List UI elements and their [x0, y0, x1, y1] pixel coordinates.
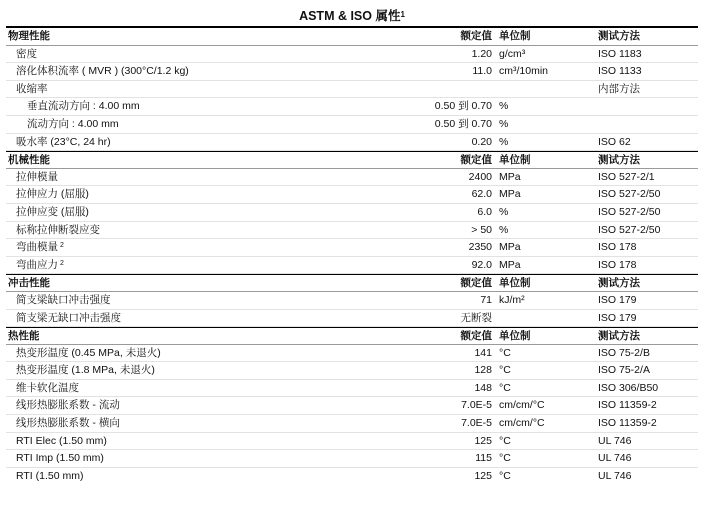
property-unit [499, 345, 511, 363]
property-unit [499, 450, 511, 468]
property-name [16, 415, 120, 433]
property-value [480, 292, 492, 310]
property-value-text: 141 [474, 346, 492, 359]
property-value-text: 62.0 [471, 188, 492, 201]
column-header-method-text: 测试方法 [598, 277, 640, 290]
property-value [474, 433, 492, 451]
property-name-text: 吸水率 (23°C, 24 hr) [16, 135, 111, 148]
table-row [6, 81, 698, 99]
property-unit-text: °C [499, 452, 511, 465]
test-method [598, 204, 660, 222]
property-unit-text: kJ/m² [499, 293, 525, 306]
column-header-unit [499, 28, 531, 46]
property-value [472, 63, 492, 81]
property-unit [499, 63, 548, 81]
property-name-text: 弯曲模量 [16, 241, 58, 254]
property-unit [499, 98, 508, 116]
property-unit-text: MPa [499, 188, 521, 201]
property-value [474, 345, 492, 363]
property-name [16, 186, 89, 204]
test-method-text: UL 746 [598, 469, 632, 482]
property-value-text: 2400 [468, 170, 492, 183]
table-row [6, 186, 698, 204]
test-method-text: ISO 1183 [598, 47, 642, 60]
test-method [598, 81, 640, 99]
property-name [16, 292, 111, 310]
table-row [6, 292, 698, 310]
property-value [474, 362, 492, 380]
property-value-text: 2350 [468, 241, 492, 254]
column-header-method-text: 测试方法 [598, 154, 640, 167]
table-row [6, 169, 698, 187]
property-value-text: 0.50 到 0.70 [434, 117, 492, 130]
property-name [16, 257, 64, 275]
table-row [6, 222, 698, 240]
property-unit-text: °C [499, 434, 511, 447]
section-header [6, 151, 698, 169]
table-body [6, 28, 698, 485]
title-footnote-marker: 1 [400, 10, 405, 19]
column-header-unit [499, 328, 531, 346]
table-row [6, 204, 698, 222]
property-name-text: 热变形温度 (0.45 MPa, 未退火) [16, 346, 161, 359]
property-name [27, 116, 119, 134]
property-value [435, 116, 492, 134]
property-name-text: 简支梁无缺口冲击强度 [16, 311, 121, 324]
section-header [6, 327, 698, 345]
property-name [16, 450, 104, 468]
property-value [461, 415, 492, 433]
table-row [6, 345, 698, 363]
test-method-text: ISO 179 [598, 293, 637, 306]
property-unit-text: % [499, 100, 509, 113]
property-name-text: 垂直流动方向 : 4.00 mm [27, 100, 140, 113]
property-unit-text: MPa [499, 170, 521, 183]
property-unit [499, 397, 545, 415]
property-value [472, 134, 492, 152]
property-unit [499, 380, 511, 398]
property-name [16, 310, 121, 328]
section-title [8, 328, 40, 346]
table-row [6, 380, 698, 398]
property-value [461, 397, 492, 415]
property-value-text: 无断裂 [460, 311, 492, 324]
property-unit [499, 415, 545, 433]
property-unit-text: % [499, 223, 509, 236]
property-unit [499, 468, 511, 486]
property-value-text: 125 [474, 469, 492, 482]
test-method [598, 63, 642, 81]
property-name-text: 密度 [16, 47, 37, 60]
test-method [598, 292, 637, 310]
property-value [472, 257, 492, 275]
property-name [16, 204, 89, 222]
property-name-text: 溶化体积流率 ( MVR ) (300°C/1.2 kg) [16, 65, 189, 78]
table-title [6, 8, 698, 28]
property-value-text: 92.0 [471, 258, 492, 271]
property-value [474, 468, 492, 486]
property-value [474, 380, 492, 398]
test-method-text: ISO 178 [598, 241, 637, 254]
test-method-text: ISO 179 [598, 311, 637, 324]
property-unit-text: cm/cm/°C [499, 417, 545, 430]
property-name-text: 标称拉伸断裂应变 [16, 223, 100, 236]
column-header-value [461, 152, 493, 170]
property-name [16, 468, 83, 486]
test-method [598, 310, 637, 328]
property-name [16, 134, 111, 152]
table-row [6, 46, 698, 64]
test-method-text: ISO 527-2/1 [598, 170, 655, 183]
property-value [469, 239, 492, 257]
property-value [472, 186, 492, 204]
column-header-value-text: 额定值 [460, 330, 492, 343]
table-row [6, 397, 698, 415]
test-method-text: ISO 75-2/B [598, 346, 650, 359]
test-method [598, 433, 631, 451]
test-method-text: ISO 527-2/50 [598, 223, 661, 236]
property-unit [499, 222, 508, 240]
property-name-text: 流动方向 : 4.00 mm [27, 117, 119, 130]
section-title-text: 热性能 [8, 330, 40, 343]
column-header-method-text: 测试方法 [598, 330, 640, 343]
section-header [6, 274, 698, 292]
test-method-text: UL 746 [598, 434, 632, 447]
table-row [6, 468, 698, 486]
table-row [6, 450, 698, 468]
section-title-text: 物理性能 [8, 30, 50, 42]
property-name [27, 98, 140, 116]
property-unit-text: % [499, 117, 509, 130]
property-value [472, 46, 492, 64]
test-method-text: ISO 527-2/50 [598, 205, 661, 218]
test-method-text: 内部方法 [598, 82, 640, 95]
test-method-text: UL 746 [598, 452, 632, 465]
test-method [598, 380, 658, 398]
test-method [598, 415, 657, 433]
column-header-value-text: 额定值 [460, 154, 492, 167]
footnote-marker: 2 [60, 259, 64, 267]
column-header-method [598, 275, 640, 293]
property-unit [499, 134, 508, 152]
property-unit [499, 204, 508, 222]
property-value [469, 169, 492, 187]
test-method-text: ISO 62 [598, 135, 631, 148]
test-method [598, 345, 650, 363]
property-value-text: 1.20 [471, 47, 492, 60]
column-header-unit-text: 单位制 [499, 30, 531, 42]
column-header-value [461, 28, 493, 46]
table-row [6, 98, 698, 116]
property-unit [499, 292, 525, 310]
section-title-text: 冲击性能 [8, 277, 50, 290]
test-method-text: ISO 11359-2 [598, 417, 657, 430]
test-method [598, 222, 660, 240]
property-unit-text: MPa [499, 258, 521, 271]
section-title [8, 275, 50, 293]
test-method-text: ISO 11359-2 [598, 399, 657, 412]
property-value-text: 0.20 [471, 135, 492, 148]
property-name-text: RTI (1.50 mm) [16, 469, 84, 482]
test-method [598, 239, 637, 257]
table-row [6, 239, 698, 257]
property-unit [499, 362, 511, 380]
test-method-text: ISO 75-2/A [598, 364, 650, 377]
column-header-unit-text: 单位制 [499, 277, 531, 290]
test-method-text: ISO 527-2/50 [598, 188, 661, 201]
test-method [598, 186, 660, 204]
property-unit-text: °C [499, 364, 511, 377]
property-name-text: 弯曲应力 [16, 258, 58, 271]
test-method-text: ISO 1133 [598, 65, 642, 78]
property-name [16, 222, 100, 240]
property-name-text: 收缩率 [16, 82, 48, 95]
column-header-unit-text: 单位制 [499, 154, 531, 167]
property-unit-text: °C [499, 346, 511, 359]
property-name [16, 63, 189, 81]
property-unit-text: MPa [499, 241, 521, 254]
section-title [8, 152, 50, 170]
property-name-text: 维卡软化温度 [16, 381, 79, 394]
property-value-text: 148 [474, 381, 492, 394]
property-unit-text: % [499, 135, 509, 148]
property-value [475, 450, 492, 468]
property-name-text: 热变形温度 (1.8 MPa, 未退火) [16, 364, 155, 377]
property-unit-text: cm³/10min [499, 65, 549, 78]
table-row [6, 116, 698, 134]
property-unit [499, 46, 525, 64]
property-value [477, 204, 492, 222]
column-header-value [461, 328, 493, 346]
property-unit-text: cm/cm/°C [499, 399, 545, 412]
section-header [6, 28, 698, 46]
property-value [461, 310, 493, 328]
section-title-text: 机械性能 [8, 154, 50, 167]
property-value-text: 125 [474, 434, 492, 447]
property-name-text: 线形热膨胀系数 - 流动 [16, 399, 120, 412]
property-unit-text: °C [499, 381, 511, 394]
test-method [598, 362, 650, 380]
property-value [435, 98, 492, 116]
column-header-unit [499, 275, 531, 293]
property-value-text: 71 [480, 293, 492, 306]
column-header-value-text: 额定值 [460, 277, 492, 290]
property-unit [499, 116, 508, 134]
property-name [16, 345, 161, 363]
column-header-value-text: 额定值 [460, 30, 492, 42]
test-method [598, 46, 642, 64]
test-method [598, 169, 655, 187]
property-name [16, 380, 79, 398]
property-value-text: 0.50 到 0.70 [434, 100, 492, 113]
column-header-method [598, 28, 640, 46]
table-row [6, 63, 698, 81]
column-header-method [598, 328, 640, 346]
column-header-unit-text: 单位制 [499, 330, 531, 343]
column-header-value [461, 275, 493, 293]
table-row [6, 362, 698, 380]
property-unit-text: g/cm³ [499, 47, 526, 60]
property-unit [499, 186, 521, 204]
property-name [16, 433, 107, 451]
property-name [16, 169, 58, 187]
test-method [598, 134, 631, 152]
property-name [16, 239, 64, 257]
column-header-method-text: 测试方法 [598, 30, 640, 42]
table-row [6, 415, 698, 433]
property-name [16, 46, 37, 64]
property-unit [499, 257, 521, 275]
property-name-text: 简支梁缺口冲击强度 [16, 293, 111, 306]
property-name-text: RTI Elec (1.50 mm) [16, 434, 107, 447]
property-name [16, 81, 48, 99]
test-method-text: ISO 178 [598, 258, 637, 271]
footnote-marker: 2 [60, 242, 64, 250]
property-name-text: 拉伸模量 [16, 170, 58, 183]
property-value [471, 222, 492, 240]
property-value-text: 115 [475, 452, 492, 465]
property-name-text: 线形热膨胀系数 - 横向 [16, 417, 120, 430]
property-unit [499, 169, 521, 187]
property-value-text: 7.0E-5 [461, 399, 492, 412]
property-value-text: 6.0 [477, 205, 492, 218]
property-value-text: 128 [474, 364, 492, 377]
property-name [16, 397, 120, 415]
properties-table [6, 8, 698, 485]
table-row [6, 134, 698, 152]
property-value-text: > 50 [471, 223, 492, 236]
table-title-text: ASTM & ISO 属性 [299, 9, 401, 23]
property-unit [499, 433, 511, 451]
property-unit [499, 239, 521, 257]
property-name [16, 362, 155, 380]
test-method-text: ISO 306/B50 [598, 381, 659, 394]
table-row [6, 433, 698, 451]
property-unit-text: % [499, 205, 509, 218]
test-method [598, 468, 631, 486]
test-method [598, 450, 631, 468]
property-name-text: 拉伸应力 (屈服) [16, 188, 89, 201]
property-name-text: RTI Imp (1.50 mm) [16, 452, 104, 465]
test-method [598, 257, 637, 275]
table-row [6, 310, 698, 328]
section-title [8, 28, 50, 46]
property-name-text: 拉伸应变 (屈服) [16, 205, 89, 218]
table-row [6, 257, 698, 275]
column-header-method [598, 152, 640, 170]
property-unit-text: °C [499, 469, 511, 482]
property-value-text: 11.0 [472, 65, 492, 78]
test-method [598, 397, 657, 415]
property-value-text: 7.0E-5 [461, 417, 492, 430]
column-header-unit [499, 152, 531, 170]
